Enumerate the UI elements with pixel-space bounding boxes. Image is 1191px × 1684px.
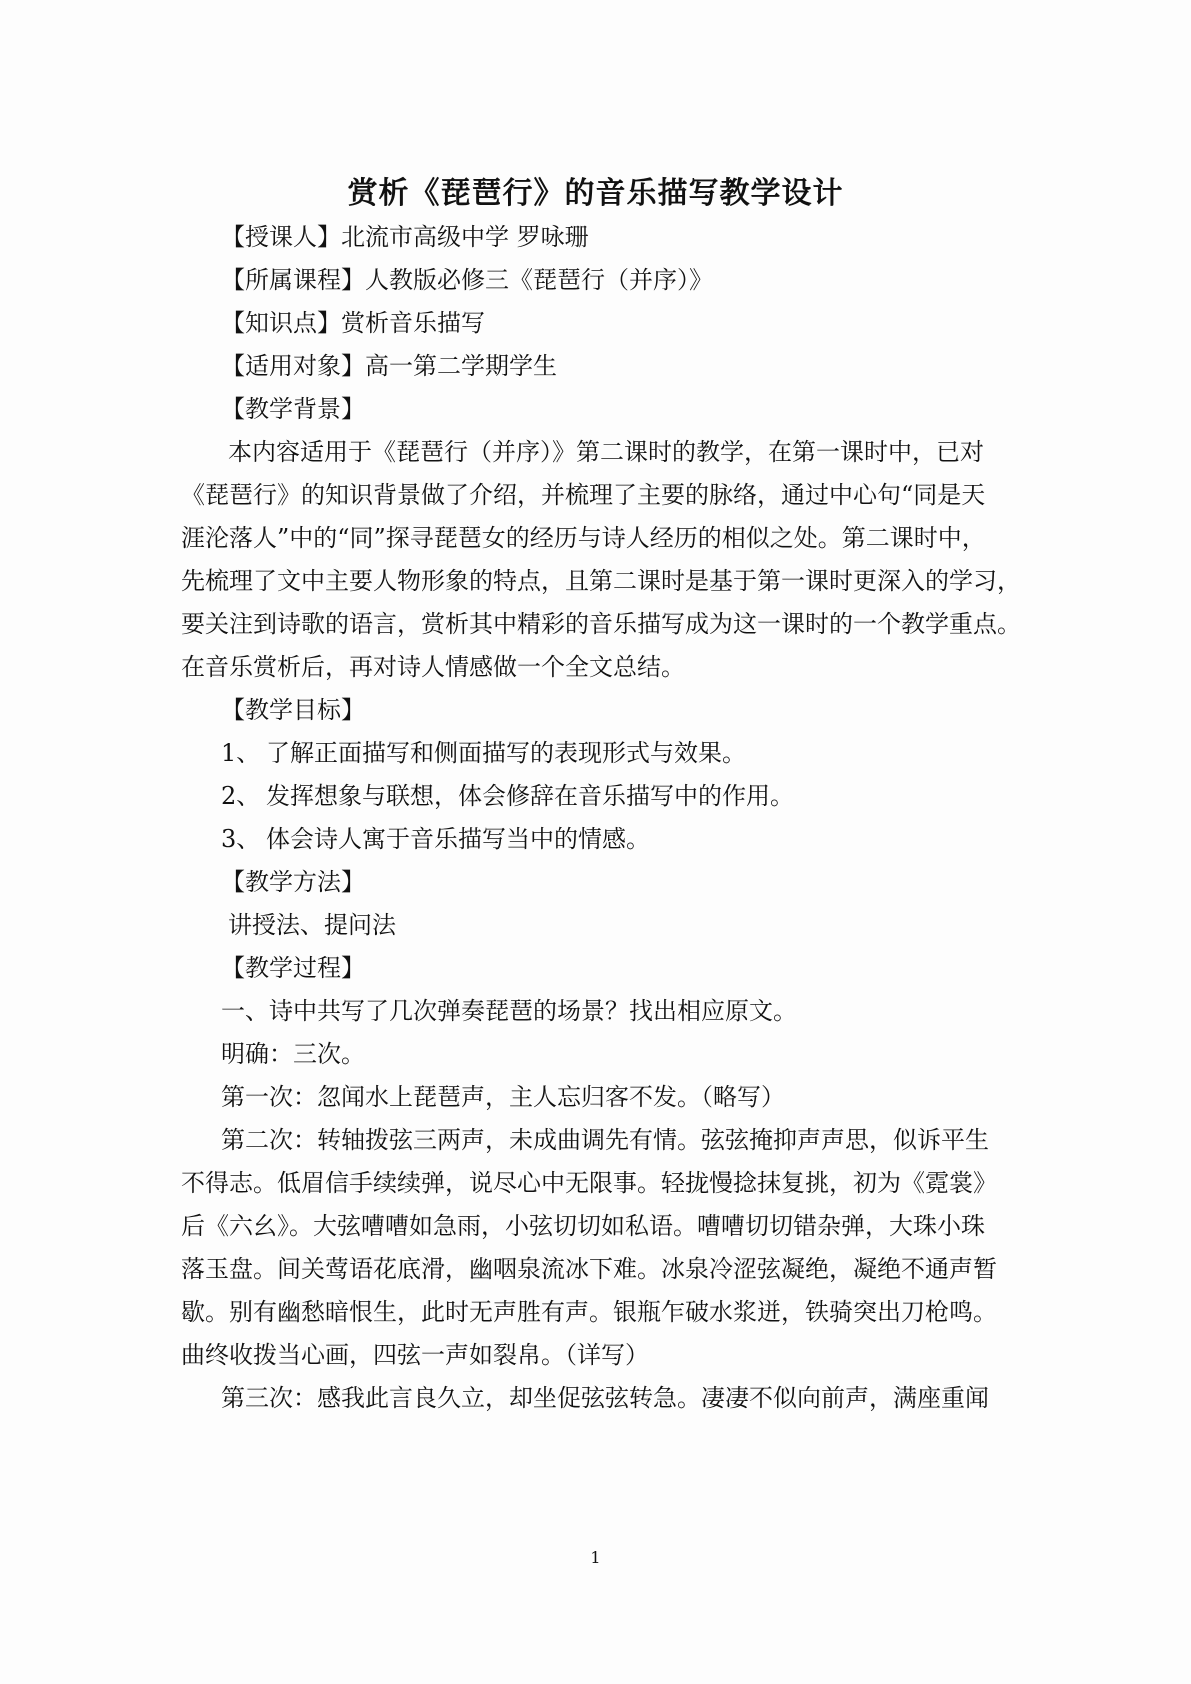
heading-method: 【教学方法】 bbox=[221, 868, 365, 896]
meta-instructor: 【授课人】北流市高级中学 罗咏珊 bbox=[221, 223, 589, 251]
page-number: 1 bbox=[590, 1548, 601, 1567]
goal-number: 3、 bbox=[221, 825, 261, 853]
meta-knowledge-point: 【知识点】赏析音乐描写 bbox=[221, 309, 485, 337]
second-time-line: 曲终收拨当心画，四弦一声如裂帛。（详写） bbox=[181, 1341, 649, 1369]
third-time-text: 第三次：感我此言良久立，却坐促弦弦转急。凄凄不似向前声，满座重闻 bbox=[221, 1384, 989, 1412]
paragraph-line: 涯沦落人”中的“同”探寻琵琶女的经历与诗人经历的相似之处。第二课时中， bbox=[181, 524, 986, 552]
answer-text: 明确：三次。 bbox=[221, 1040, 365, 1068]
question-one: 一、诗中共写了几次弹奏琵琶的场景？找出相应原文。 bbox=[221, 997, 797, 1025]
goal-text: 了解正面描写和侧面描写的表现形式与效果。 bbox=[266, 739, 746, 767]
paragraph-line: 《琵琶行》的知识背景做了介绍，并梳理了主要的脉络，通过中心句“同是天 bbox=[181, 481, 986, 509]
goal-number: 2、 bbox=[221, 782, 261, 810]
goal-number: 1、 bbox=[221, 739, 261, 767]
goal-text: 体会诗人寓于音乐描写当中的情感。 bbox=[266, 825, 650, 853]
paragraph-line: 在音乐赏析后，再对诗人情感做一个全文总结。 bbox=[181, 653, 685, 681]
document-title: 赏析《琵琶行》的音乐描写教学设计 bbox=[347, 176, 844, 211]
heading-goals: 【教学目标】 bbox=[221, 696, 365, 724]
second-time-line: 落玉盘。间关莺语花底滑，幽咽泉流冰下难。冰泉冷涩弦凝绝，凝绝不通声暂 bbox=[181, 1255, 997, 1283]
second-time-line: 第二次：转轴拨弦三两声，未成曲调先有情。弦弦掩抑声声思，似诉平生 bbox=[221, 1126, 989, 1154]
second-time-line: 不得志。低眉信手续续弹，说尽心中无限事。轻拢慢捻抹复挑，初为《霓裳》 bbox=[181, 1169, 997, 1197]
meta-audience: 【适用对象】高一第二学期学生 bbox=[221, 352, 557, 380]
second-time-line: 歇。别有幽愁暗恨生，此时无声胜有声。银瓶乍破水浆迸，铁骑突出刀枪鸣。 bbox=[181, 1298, 997, 1326]
paragraph-line: 先梳理了文中主要人物形象的特点，且第二课时是基于第一课时更深入的学习， bbox=[181, 567, 1021, 595]
paragraph-line: 要关注到诗歌的语言，赏析其中精彩的音乐描写成为这一课时的一个教学重点。 bbox=[181, 610, 1021, 638]
paragraph-line: 本内容适用于《琵琶行（并序）》第二课时的教学，在第一课时中，已对 bbox=[228, 438, 984, 466]
goal-text: 发挥想象与联想，体会修辞在音乐描写中的作用。 bbox=[266, 782, 794, 810]
first-time-text: 第一次：忽闻水上琵琶声，主人忘归客不发。（略写） bbox=[221, 1083, 785, 1111]
meta-course: 【所属课程】人教版必修三《琵琶行（并序）》 bbox=[221, 266, 713, 294]
second-time-line: 后《六幺》。大弦嘈嘈如急雨，小弦切切如私语。嘈嘈切切错杂弹，大珠小珠 bbox=[181, 1212, 985, 1240]
heading-background: 【教学背景】 bbox=[221, 395, 365, 423]
method-text: 讲授法、提问法 bbox=[228, 911, 396, 939]
heading-process: 【教学过程】 bbox=[221, 954, 365, 982]
